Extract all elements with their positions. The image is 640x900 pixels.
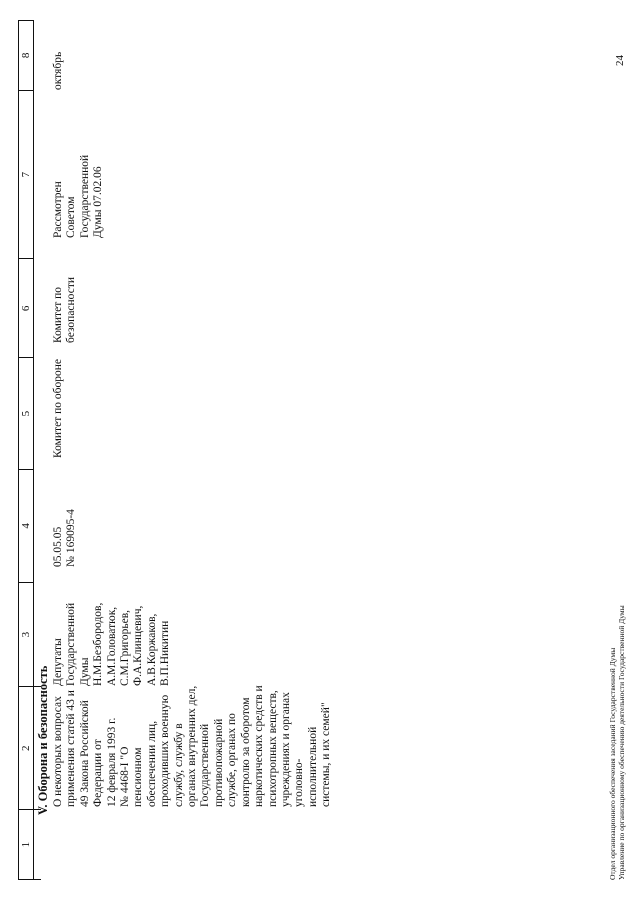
responsible-committee-cell: Комитет по обороне [52, 359, 64, 458]
status-cell: Рассмотрен Советом Государственной Думы 07.02.06 [52, 154, 105, 238]
co-committee-cell: Комитет по безопасности [52, 276, 78, 343]
column-number-7: 7 [19, 90, 33, 259]
column-number-5: 5 [19, 357, 33, 469]
table-header-row [18, 20, 34, 880]
column-number-6: 6 [19, 258, 33, 357]
footer-line-1: Отдел организационного обеспечения заседаний Государственной Думы [608, 647, 617, 880]
column-number-8: 8 [20, 52, 32, 59]
period-cell: октябрь [52, 51, 64, 90]
grid-tick [34, 879, 41, 880]
page-number: 24 [614, 55, 626, 66]
registration-cell: 05.05.05 № 169095-4 [52, 509, 78, 567]
column-number-1: 1 [19, 809, 33, 879]
bill-title-cell: О некоторых вопросах применения статей 43 и 49 Закона Российской Федерации от 12 февраля 1993 г. № 4468-I "О пенсионном обеспечении лиц, проходивших военную службу, службу в органах внутренних дел, Государственной противопожарной службе, органах по контролю за оборотом наркотических средств и психотропных веществ, учреждениях и органах уголовно- исполнительной системы, и их семей" [52, 685, 333, 807]
page-footer [608, 605, 626, 880]
column-number-3: 3 [19, 582, 33, 687]
footer-line-2: Управление по организационному обеспечению деятельности Государственной Думы [617, 605, 626, 880]
section-title: V. Оборона и безопасность [36, 665, 50, 815]
column-number-2: 2 [19, 686, 33, 809]
column-number-4: 4 [19, 469, 33, 582]
authors-cell: Депутаты Государственной Думы Н.М.Безбородов, А.М.Головатюк, С.М.Григорьев, Ф.А.Клинцевич, А.В.Коржаков, В.П.Никитин [52, 602, 172, 686]
